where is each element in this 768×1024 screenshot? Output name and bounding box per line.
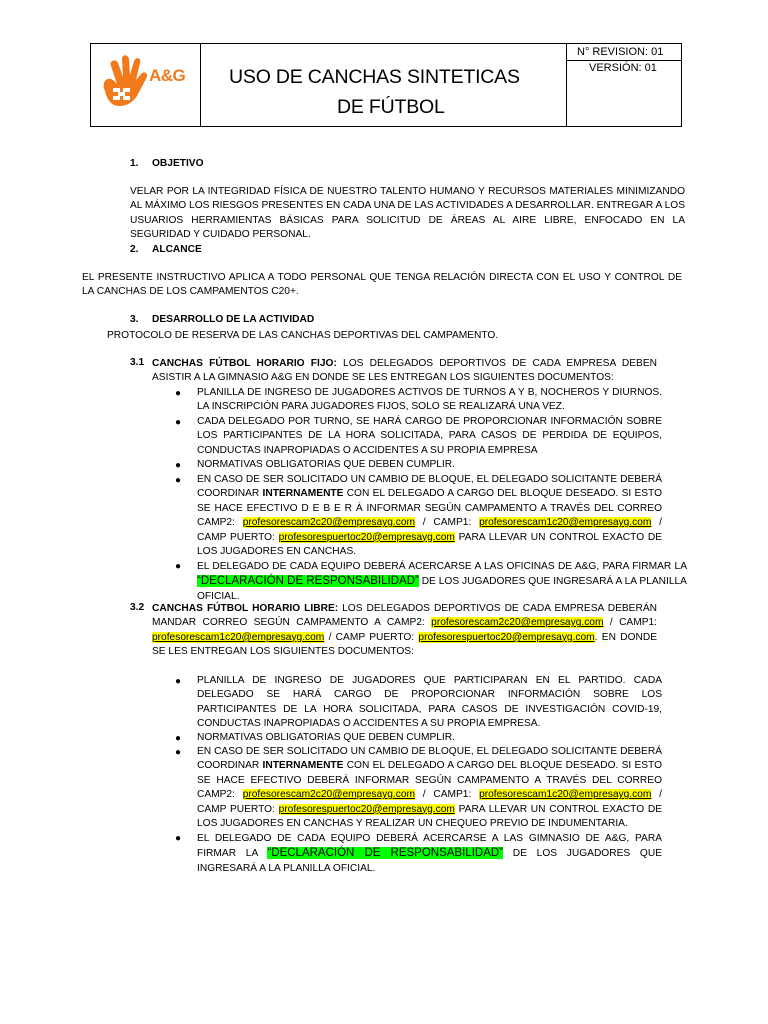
s32-text-d: . EN DONDE SE LES ENTREGAN LOS SIGUIENTES DOCUMENTOS: (152, 631, 657, 658)
document-header (90, 43, 682, 127)
section-3-title: DESARROLLO DE LA ACTIVIDAD (152, 314, 315, 325)
section-3-1-text: LOS DELEGADOS DEPORTIVOS DE CADA EMPRESA DEBEN ASISTIR A LA GIMNASIO A&G EN DONDE SE LES ENTREGAN LOS SIGUIENTES DOCUMENTOS: (152, 358, 657, 384)
title-cell (201, 44, 566, 126)
s31-bullet-2: CADA DELEGADO POR TURNO, SE HARÁ CARGO DE PROPORCIONAR INFORMACIÓN SOBRE LOS PARTICIPANTES DE LA HORA SOLICITADA, PARA CASOS DE PERDIDA DE EQUIPOS, CONDUCTAS INAPROPIADAS O ACCIDENTES A SU PROPIA EMPRESA (197, 416, 662, 456)
s32-bullet-1: PLANILLA DE INGRESO DE JUGADORES QUE PARTICIPARAN EN EL PARTIDO. CADA DELEGADO SE HARÁ CARGO DE PROPORCIONAR INFORMACIÓN SOBRE LOS PARTICIPANTES DE LA HORA SOLICITADA, PARA CASOS DE INVESTIGACIÓN COVID-19, CONDUCTAS INAPROPIADAS O ACCIDENTES A SU PROPIA EMPRESA. (197, 675, 662, 730)
declaration-highlight: “DECLARACIÓN DE RESPONSABILIDAD” (267, 847, 504, 859)
s32-b3-text-a: EN CASO DE SER SOLICITADO UN CAMBIO DE BLOQUE, EL DELEGADO SOLICITANTE DEBERÁ COORDINAR (197, 746, 662, 772)
s31-b4-text-c: / CAMP1: (415, 517, 480, 529)
section-3-2-title: CANCHAS FÚTBOL HORARIO LIBRE: (152, 603, 339, 614)
s32-text-c: / CAMP PUERTO: (324, 631, 419, 643)
bullet-icon: ● (175, 747, 182, 758)
email-link-puerto[interactable]: profesorespuertoc20@empresayg.com (278, 531, 455, 543)
email-link-camp2[interactable]: profesorescam2c20@empresayg.com (431, 617, 604, 629)
s31-b4-bold: INTERNAMENTE (262, 488, 344, 500)
version-number: VERSIÓN: 01 (589, 62, 657, 74)
s31-b4-text-d: / CAMP PUERTO: (197, 517, 662, 543)
bullet-icon: ● (175, 475, 182, 486)
meta-cell (566, 44, 681, 126)
s31-b4-text-e: PARA LLEVAR UN CONTROL EXACTO DE LOS JUGADORES EN CANCHAS. (197, 531, 662, 558)
bullet-icon: ● (175, 561, 182, 572)
section-2-number: 2. (130, 244, 139, 255)
email-link-camp1[interactable]: profesorescam1c20@empresayg.com (479, 789, 652, 801)
bullet-icon: ● (175, 733, 182, 744)
s31-bullet-4 (197, 473, 662, 559)
bullet-icon: ● (175, 460, 182, 471)
s31-bullet-1: PLANILLA DE INGRESO DE JUGADORES ACTIVOS DE TURNOS A Y B, NOCHEROS Y DIURNOS. LA INSCRIPCIÓN PARA JUGADORES FIJOS, SOLO SE REALIZARÁ UNA VEZ. (197, 387, 662, 413)
s32-text-a: LOS DELEGADOS DEPORTIVOS DE CADA EMPRESA DEBERÁN MANDAR CORREO SEGÚN CAMPAMENTO A CAMP2: (152, 603, 657, 629)
s32-b3-text-c: / CAMP1: (415, 789, 480, 801)
s32-bullet-4 (197, 831, 662, 876)
declaration-highlight: “DECLARACIÓN DE RESPONSABILIDAD” (197, 575, 419, 587)
logo-text: A&G (149, 66, 186, 85)
s32-b4-text-a: EL DELEGADO DE CADA EQUIPO DEBERÁ ACERCARSE A LAS GIMNASIO DE A&G, PARA FIRMAR LA (197, 833, 662, 859)
section-3-subtitle: PROTOCOLO DE RESERVA DE LAS CANCHAS DEPORTIVAS DEL CAMPAMENTO. (107, 330, 499, 341)
s32-b3-text-d: / CAMP PUERTO: (197, 789, 662, 815)
email-link-puerto[interactable]: profesorespuertoc20@empresayg.com (278, 803, 455, 815)
section-1-title: OBJETIVO (152, 158, 204, 169)
logo (91, 44, 201, 126)
section-3-1-title: CANCHAS FÚTBOL HORARIO FIJO: (152, 358, 337, 369)
s32-b4-text-b: DE LOS JUGADORES QUE INGRESARÁ A LA PLANILLA OFICIAL. (197, 848, 662, 874)
s32-b3-text-e: PARA LLEVAR UN CONTROL EXACTO DE LOS JUGADORES EN CANCHAS Y REALIZAR UN CHEQUEO PREVIO DE INDUMENTARIA. (197, 803, 662, 830)
bullet-icon: ● (175, 833, 182, 844)
section-3-2-intro (152, 602, 657, 660)
s31-bullet-5 (197, 559, 687, 604)
s31-b4-text-a: EN CASO DE SER SOLICITADO UN CAMBIO DE BLOQUE, EL DELEGADO SOLICITANTE DEBERÁ COORDINAR (197, 474, 662, 500)
revision-number: N° REVISION: 01 (567, 44, 681, 61)
email-link-camp1[interactable]: profesorescam1c20@empresayg.com (479, 517, 652, 529)
section-2-title: ALCANCE (152, 244, 202, 255)
s32-bullet-2: NORMATIVAS OBLIGATORIAS QUE DEBEN CUMPLIR. (197, 732, 455, 743)
section-3-number: 3. (130, 314, 139, 325)
section-1-number: 1. (130, 158, 139, 169)
s31-bullet-3: NORMATIVAS OBLIGATORIAS QUE DEBEN CUMPLIR. (197, 459, 455, 470)
email-link-camp2[interactable]: profesorescam2c20@empresayg.com (242, 789, 415, 801)
s31-b5-text-b: DE LOS JUGADORES QUE INGRESARÁ A LA PLANILLA OFICIAL. (197, 576, 687, 602)
section-2-text: EL PRESENTE INSTRUCTIVO APLICA A TODO PERSONAL QUE TENGA RELACIÓN DIRECTA CON EL USO Y CONTROL DE LA CANCHAS DE LOS CAMPAMENTOS C20+. (82, 272, 682, 298)
email-link-camp2[interactable]: profesorescam2c20@empresayg.com (242, 517, 415, 529)
document-title-line1: USO DE CANCHAS SINTETICAS (229, 66, 520, 88)
s31-b4-text-b: CON EL DELEGADO A CARGO DEL BLOQUE DESEADO. SI ESTO SE HACE EFECTIVO D E B E R Á INFORMAR SEGÚN CAMPAMENTO A TRAVÉS DEL CORREO CAMP2: (197, 488, 662, 529)
s32-text-b: / CAMP1: (603, 617, 658, 629)
s32-bullet-3 (197, 745, 662, 831)
section-1-text: VELAR POR LA INTEGRIDAD FÍSICA DE NUESTRO TALENTO HUMANO Y RECURSOS MATERIALES MINIMIZANDO AL MÁXIMO LOS RIESGOS PRESENTES EN CADA UNA DE LAS ACTIVIDADES A DESARROLLAR. ENTREGAR A LOS USUARIOS HERRAMIENTAS BÁSICAS PARA SOLICITUD DE ÁREAS AL AIRE LIBRE, ENFOCADO EN LA SEGURIDAD Y CUIDADO PERSONAL. (130, 186, 686, 241)
bullet-icon: ● (175, 676, 182, 687)
section-3-1-intro (152, 357, 657, 386)
section-3-1-number: 3.1 (130, 357, 145, 368)
email-link-puerto[interactable]: profesorespuertoc20@empresayg.com (418, 631, 595, 643)
bullet-icon: ● (175, 388, 182, 399)
s32-b3-bold: INTERNAMENTE (262, 760, 344, 772)
bullet-icon: ● (175, 417, 182, 428)
email-link-camp1[interactable]: profesorescam1c20@empresayg.com (152, 631, 325, 643)
section-3-2-number: 3.2 (130, 602, 145, 613)
s32-b3-text-b: CON EL DELEGADO A CARGO DEL BLOQUE DESEADO. SI ESTO SE HACE EFECTIVO DEBERÁ INFORMAR SEGÚN CAMPAMENTO A TRAVÉS DEL CORREO CAMP2: (197, 760, 662, 801)
s31-b5-text-a: EL DELEGADO DE CADA EQUIPO DEBERÁ ACERCARSE A LAS OFICINAS DE A&G, PARA FIRMAR LA (197, 561, 687, 572)
document-title-line2: DE FÚTBOL (337, 96, 445, 118)
